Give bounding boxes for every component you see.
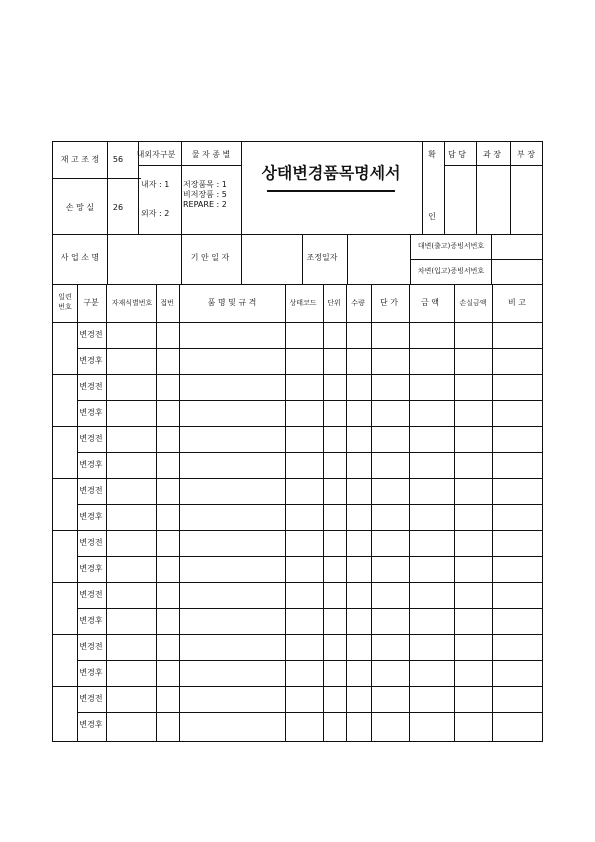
row-label: 변경후 [79, 408, 103, 417]
category-options: 저장품목 : 1 비저장품 : 5 REPARE : 2 [183, 180, 227, 209]
approval-director: 부 장 [517, 150, 535, 159]
col-type: 구분 [83, 298, 99, 307]
grid-line [444, 165, 542, 166]
inventory-value: 56 [112, 155, 124, 164]
category-label: 물 자 종 별 [191, 150, 231, 159]
loss-label: 손 망 실 [65, 203, 95, 212]
grid-line [52, 322, 542, 323]
col-status-code: 상태코드 [289, 299, 317, 307]
grid-line [77, 284, 78, 741]
row-label: 변경전 [79, 486, 103, 495]
col-remarks: 비 고 [508, 298, 526, 307]
business-label: 사 업 소 명 [60, 253, 100, 262]
row-label: 변경전 [79, 642, 103, 651]
confirm-label-bottom: 인 [428, 212, 436, 221]
grid-line [454, 284, 455, 741]
row-label: 변경전 [79, 694, 103, 703]
grid-line [52, 582, 542, 583]
grid-line [323, 284, 324, 741]
row-label: 변경후 [79, 356, 103, 365]
grid-line [77, 400, 542, 401]
col-amount: 금 액 [421, 298, 439, 307]
row-label: 변경전 [79, 330, 103, 339]
grid-line [52, 374, 542, 375]
row-label: 변경전 [79, 538, 103, 547]
grid-line [241, 234, 242, 284]
title-underline [267, 190, 395, 192]
grid-line [492, 284, 493, 741]
page-title: 상태변경품목명세서 [261, 163, 401, 183]
grid-line [410, 259, 542, 260]
confirm-label-top: 확 [428, 150, 436, 159]
row-label: 변경전 [79, 590, 103, 599]
grid-line [52, 178, 141, 179]
grid-line [302, 234, 303, 284]
grid-line [241, 141, 242, 234]
credit-voucher-label: 차변(입고)증빙서번호 [417, 267, 485, 275]
grid-line [371, 284, 372, 741]
row-label: 변경후 [79, 512, 103, 521]
grid-line [476, 141, 477, 234]
grid-line [77, 504, 542, 505]
col-loss-amount: 손실금액 [459, 299, 487, 307]
grid-line [77, 712, 542, 713]
grid-line [52, 284, 542, 285]
col-sub-no: 접번 [160, 299, 174, 307]
grid-line [52, 686, 542, 687]
col-item-spec: 품 명 및 규 격 [207, 298, 257, 307]
grid-line [409, 284, 410, 741]
debit-voucher-label: 대변(출고)증빙서번호 [417, 242, 485, 250]
row-label: 변경후 [79, 564, 103, 573]
grid-line [77, 660, 542, 661]
inout-label: 내외자구분 [136, 150, 176, 159]
approval-manager: 담 당 [448, 150, 466, 159]
grid-line [107, 141, 108, 234]
col-unit-price: 단 가 [380, 298, 398, 307]
col-material-id: 자재식별번호 [111, 299, 153, 307]
grid-line [444, 141, 445, 234]
row-label: 변경전 [79, 382, 103, 391]
row-label: 변경후 [79, 460, 103, 469]
grid-line [52, 530, 542, 531]
draft-date-label: 기 안 일 자 [190, 253, 230, 262]
row-label: 변경후 [79, 668, 103, 677]
foreign-option: 외자 : 2 [141, 209, 170, 218]
grid-line [346, 284, 347, 741]
grid-line [422, 141, 423, 234]
grid-line [52, 478, 542, 479]
grid-line [347, 234, 348, 284]
grid-line [52, 426, 542, 427]
row-label: 변경전 [79, 434, 103, 443]
grid-line [138, 165, 241, 166]
grid-line [285, 284, 286, 741]
grid-line [107, 234, 108, 284]
grid-line [52, 634, 542, 635]
grid-line [179, 284, 180, 741]
col-unit: 단위 [327, 299, 341, 307]
adjust-date-label: 조정일자 [306, 253, 338, 262]
grid-line [77, 556, 542, 557]
grid-line [77, 348, 542, 349]
inventory-label: 재 고 조 정 [60, 155, 100, 164]
approval-section-chief: 과 장 [483, 150, 501, 159]
grid-line [181, 234, 182, 284]
grid-line [510, 141, 511, 234]
row-label: 변경후 [79, 616, 103, 625]
grid-line [52, 234, 542, 235]
grid-line [181, 141, 182, 234]
col-qty: 수량 [351, 299, 365, 307]
grid-line [156, 284, 157, 741]
grid-line [77, 452, 542, 453]
domestic-option: 내자 : 1 [141, 180, 170, 189]
col-serial: 일련번호 [58, 293, 72, 311]
grid-line [77, 608, 542, 609]
loss-value: 26 [112, 203, 124, 212]
form-sheet [52, 141, 543, 742]
grid-line [106, 284, 107, 741]
row-label: 변경후 [79, 720, 103, 729]
